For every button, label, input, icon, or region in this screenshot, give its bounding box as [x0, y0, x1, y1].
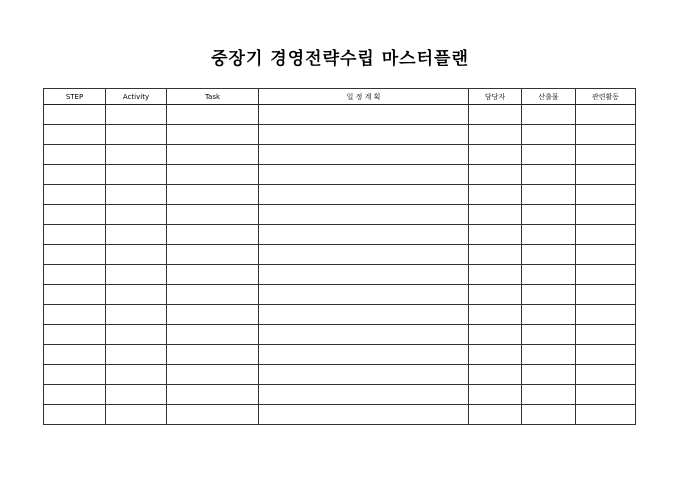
cell-schedule[interactable]	[259, 225, 469, 245]
cell-activity[interactable]	[106, 345, 167, 365]
cell-activity[interactable]	[106, 325, 167, 345]
cell-deliverable[interactable]	[522, 305, 576, 325]
table-row	[44, 205, 636, 225]
cell-related-activity[interactable]	[576, 145, 636, 165]
cell-deliverable[interactable]	[522, 145, 576, 165]
cell-deliverable[interactable]	[522, 365, 576, 385]
table-row	[44, 245, 636, 265]
cell-activity[interactable]	[106, 245, 167, 265]
cell-owner[interactable]	[469, 385, 522, 405]
cell-owner[interactable]	[469, 345, 522, 365]
cell-task[interactable]	[167, 285, 259, 305]
cell-deliverable[interactable]	[522, 245, 576, 265]
header-task: Task	[167, 89, 259, 105]
cell-owner[interactable]	[469, 185, 522, 205]
cell-owner[interactable]	[469, 305, 522, 325]
cell-owner[interactable]	[469, 365, 522, 385]
cell-activity[interactable]	[106, 405, 167, 425]
cell-activity[interactable]	[106, 125, 167, 145]
cell-task[interactable]	[167, 345, 259, 365]
cell-owner[interactable]	[469, 405, 522, 425]
cell-related-activity[interactable]	[576, 225, 636, 245]
cell-schedule[interactable]	[259, 165, 469, 185]
cell-activity[interactable]	[106, 145, 167, 165]
cell-schedule[interactable]	[259, 265, 469, 285]
cell-schedule[interactable]	[259, 245, 469, 265]
cell-schedule[interactable]	[259, 205, 469, 225]
cell-deliverable[interactable]	[522, 405, 576, 425]
cell-step[interactable]	[44, 145, 106, 165]
cell-activity[interactable]	[106, 385, 167, 405]
cell-activity[interactable]	[106, 225, 167, 245]
header-related-activity: 관련활동	[576, 89, 636, 105]
cell-task[interactable]	[167, 165, 259, 185]
cell-task[interactable]	[167, 405, 259, 425]
cell-related-activity[interactable]	[576, 245, 636, 265]
cell-step[interactable]	[44, 225, 106, 245]
cell-owner[interactable]	[469, 205, 522, 225]
cell-deliverable[interactable]	[522, 265, 576, 285]
cell-related-activity[interactable]	[576, 105, 636, 125]
cell-schedule[interactable]	[259, 305, 469, 325]
cell-task[interactable]	[167, 185, 259, 205]
cell-task[interactable]	[167, 105, 259, 125]
table-row	[44, 265, 636, 285]
cell-activity[interactable]	[106, 305, 167, 325]
table-body	[44, 105, 636, 425]
cell-step[interactable]	[44, 305, 106, 325]
cell-deliverable[interactable]	[522, 125, 576, 145]
cell-step[interactable]	[44, 185, 106, 205]
cell-task[interactable]	[167, 325, 259, 345]
cell-step[interactable]	[44, 165, 106, 185]
cell-schedule[interactable]	[259, 325, 469, 345]
cell-related-activity[interactable]	[576, 285, 636, 305]
cell-related-activity[interactable]	[576, 265, 636, 285]
cell-deliverable[interactable]	[522, 325, 576, 345]
cell-step[interactable]	[44, 265, 106, 285]
cell-step[interactable]	[44, 205, 106, 225]
cell-activity[interactable]	[106, 185, 167, 205]
table-row	[44, 125, 636, 145]
cell-step[interactable]	[44, 245, 106, 265]
cell-schedule[interactable]	[259, 285, 469, 305]
table-row	[44, 165, 636, 185]
cell-schedule[interactable]	[259, 365, 469, 385]
header-owner: 담당자	[469, 89, 522, 105]
cell-activity[interactable]	[106, 365, 167, 385]
cell-related-activity[interactable]	[576, 205, 636, 225]
cell-step[interactable]	[44, 345, 106, 365]
cell-owner[interactable]	[469, 145, 522, 165]
cell-step[interactable]	[44, 285, 106, 305]
cell-schedule[interactable]	[259, 145, 469, 165]
table-row	[44, 405, 636, 425]
header-schedule: 일 정 계 획	[259, 89, 469, 105]
cell-schedule[interactable]	[259, 105, 469, 125]
cell-task[interactable]	[167, 245, 259, 265]
cell-owner[interactable]	[469, 165, 522, 185]
cell-step[interactable]	[44, 365, 106, 385]
cell-owner[interactable]	[469, 325, 522, 345]
cell-owner[interactable]	[469, 265, 522, 285]
header-deliverable: 산출물	[522, 89, 576, 105]
cell-activity[interactable]	[106, 105, 167, 125]
table-row	[44, 105, 636, 125]
cell-related-activity[interactable]	[576, 385, 636, 405]
cell-task[interactable]	[167, 145, 259, 165]
cell-activity[interactable]	[106, 205, 167, 225]
table-row	[44, 325, 636, 345]
cell-step[interactable]	[44, 125, 106, 145]
cell-deliverable[interactable]	[522, 345, 576, 365]
cell-related-activity[interactable]	[576, 165, 636, 185]
table-row	[44, 385, 636, 405]
header-activity: Activity	[106, 89, 167, 105]
cell-deliverable[interactable]	[522, 105, 576, 125]
cell-deliverable[interactable]	[522, 205, 576, 225]
table-row	[44, 225, 636, 245]
cell-task[interactable]	[167, 365, 259, 385]
cell-activity[interactable]	[106, 285, 167, 305]
cell-activity[interactable]	[106, 265, 167, 285]
cell-step[interactable]	[44, 325, 106, 345]
cell-task[interactable]	[167, 265, 259, 285]
cell-schedule[interactable]	[259, 385, 469, 405]
cell-related-activity[interactable]	[576, 405, 636, 425]
cell-related-activity[interactable]	[576, 125, 636, 145]
cell-deliverable[interactable]	[522, 165, 576, 185]
cell-task[interactable]	[167, 225, 259, 245]
table-row	[44, 145, 636, 165]
cell-related-activity[interactable]	[576, 185, 636, 205]
table-header-row	[44, 89, 636, 105]
table-row	[44, 365, 636, 385]
cell-deliverable[interactable]	[522, 225, 576, 245]
cell-deliverable[interactable]	[522, 185, 576, 205]
cell-task[interactable]	[167, 205, 259, 225]
cell-schedule[interactable]	[259, 345, 469, 365]
cell-related-activity[interactable]	[576, 325, 636, 345]
table-row	[44, 285, 636, 305]
table-row	[44, 345, 636, 365]
master-plan-table	[43, 88, 636, 425]
cell-related-activity[interactable]	[576, 305, 636, 325]
cell-schedule[interactable]	[259, 185, 469, 205]
cell-task[interactable]	[167, 125, 259, 145]
cell-schedule[interactable]	[259, 125, 469, 145]
cell-deliverable[interactable]	[522, 285, 576, 305]
cell-related-activity[interactable]	[576, 345, 636, 365]
cell-related-activity[interactable]	[576, 365, 636, 385]
cell-owner[interactable]	[469, 245, 522, 265]
cell-step[interactable]	[44, 405, 106, 425]
cell-owner[interactable]	[469, 125, 522, 145]
page-title: 중장기 경영전략수립 마스터플랜	[211, 49, 469, 69]
cell-owner[interactable]	[469, 105, 522, 125]
cell-task[interactable]	[167, 385, 259, 405]
cell-step[interactable]	[44, 105, 106, 125]
cell-owner[interactable]	[469, 225, 522, 245]
cell-owner[interactable]	[469, 285, 522, 305]
table-row	[44, 305, 636, 325]
cell-step[interactable]	[44, 385, 106, 405]
cell-deliverable[interactable]	[522, 385, 576, 405]
header-step: STEP	[44, 89, 106, 105]
table-row	[44, 185, 636, 205]
cell-activity[interactable]	[106, 165, 167, 185]
cell-schedule[interactable]	[259, 405, 469, 425]
cell-task[interactable]	[167, 305, 259, 325]
